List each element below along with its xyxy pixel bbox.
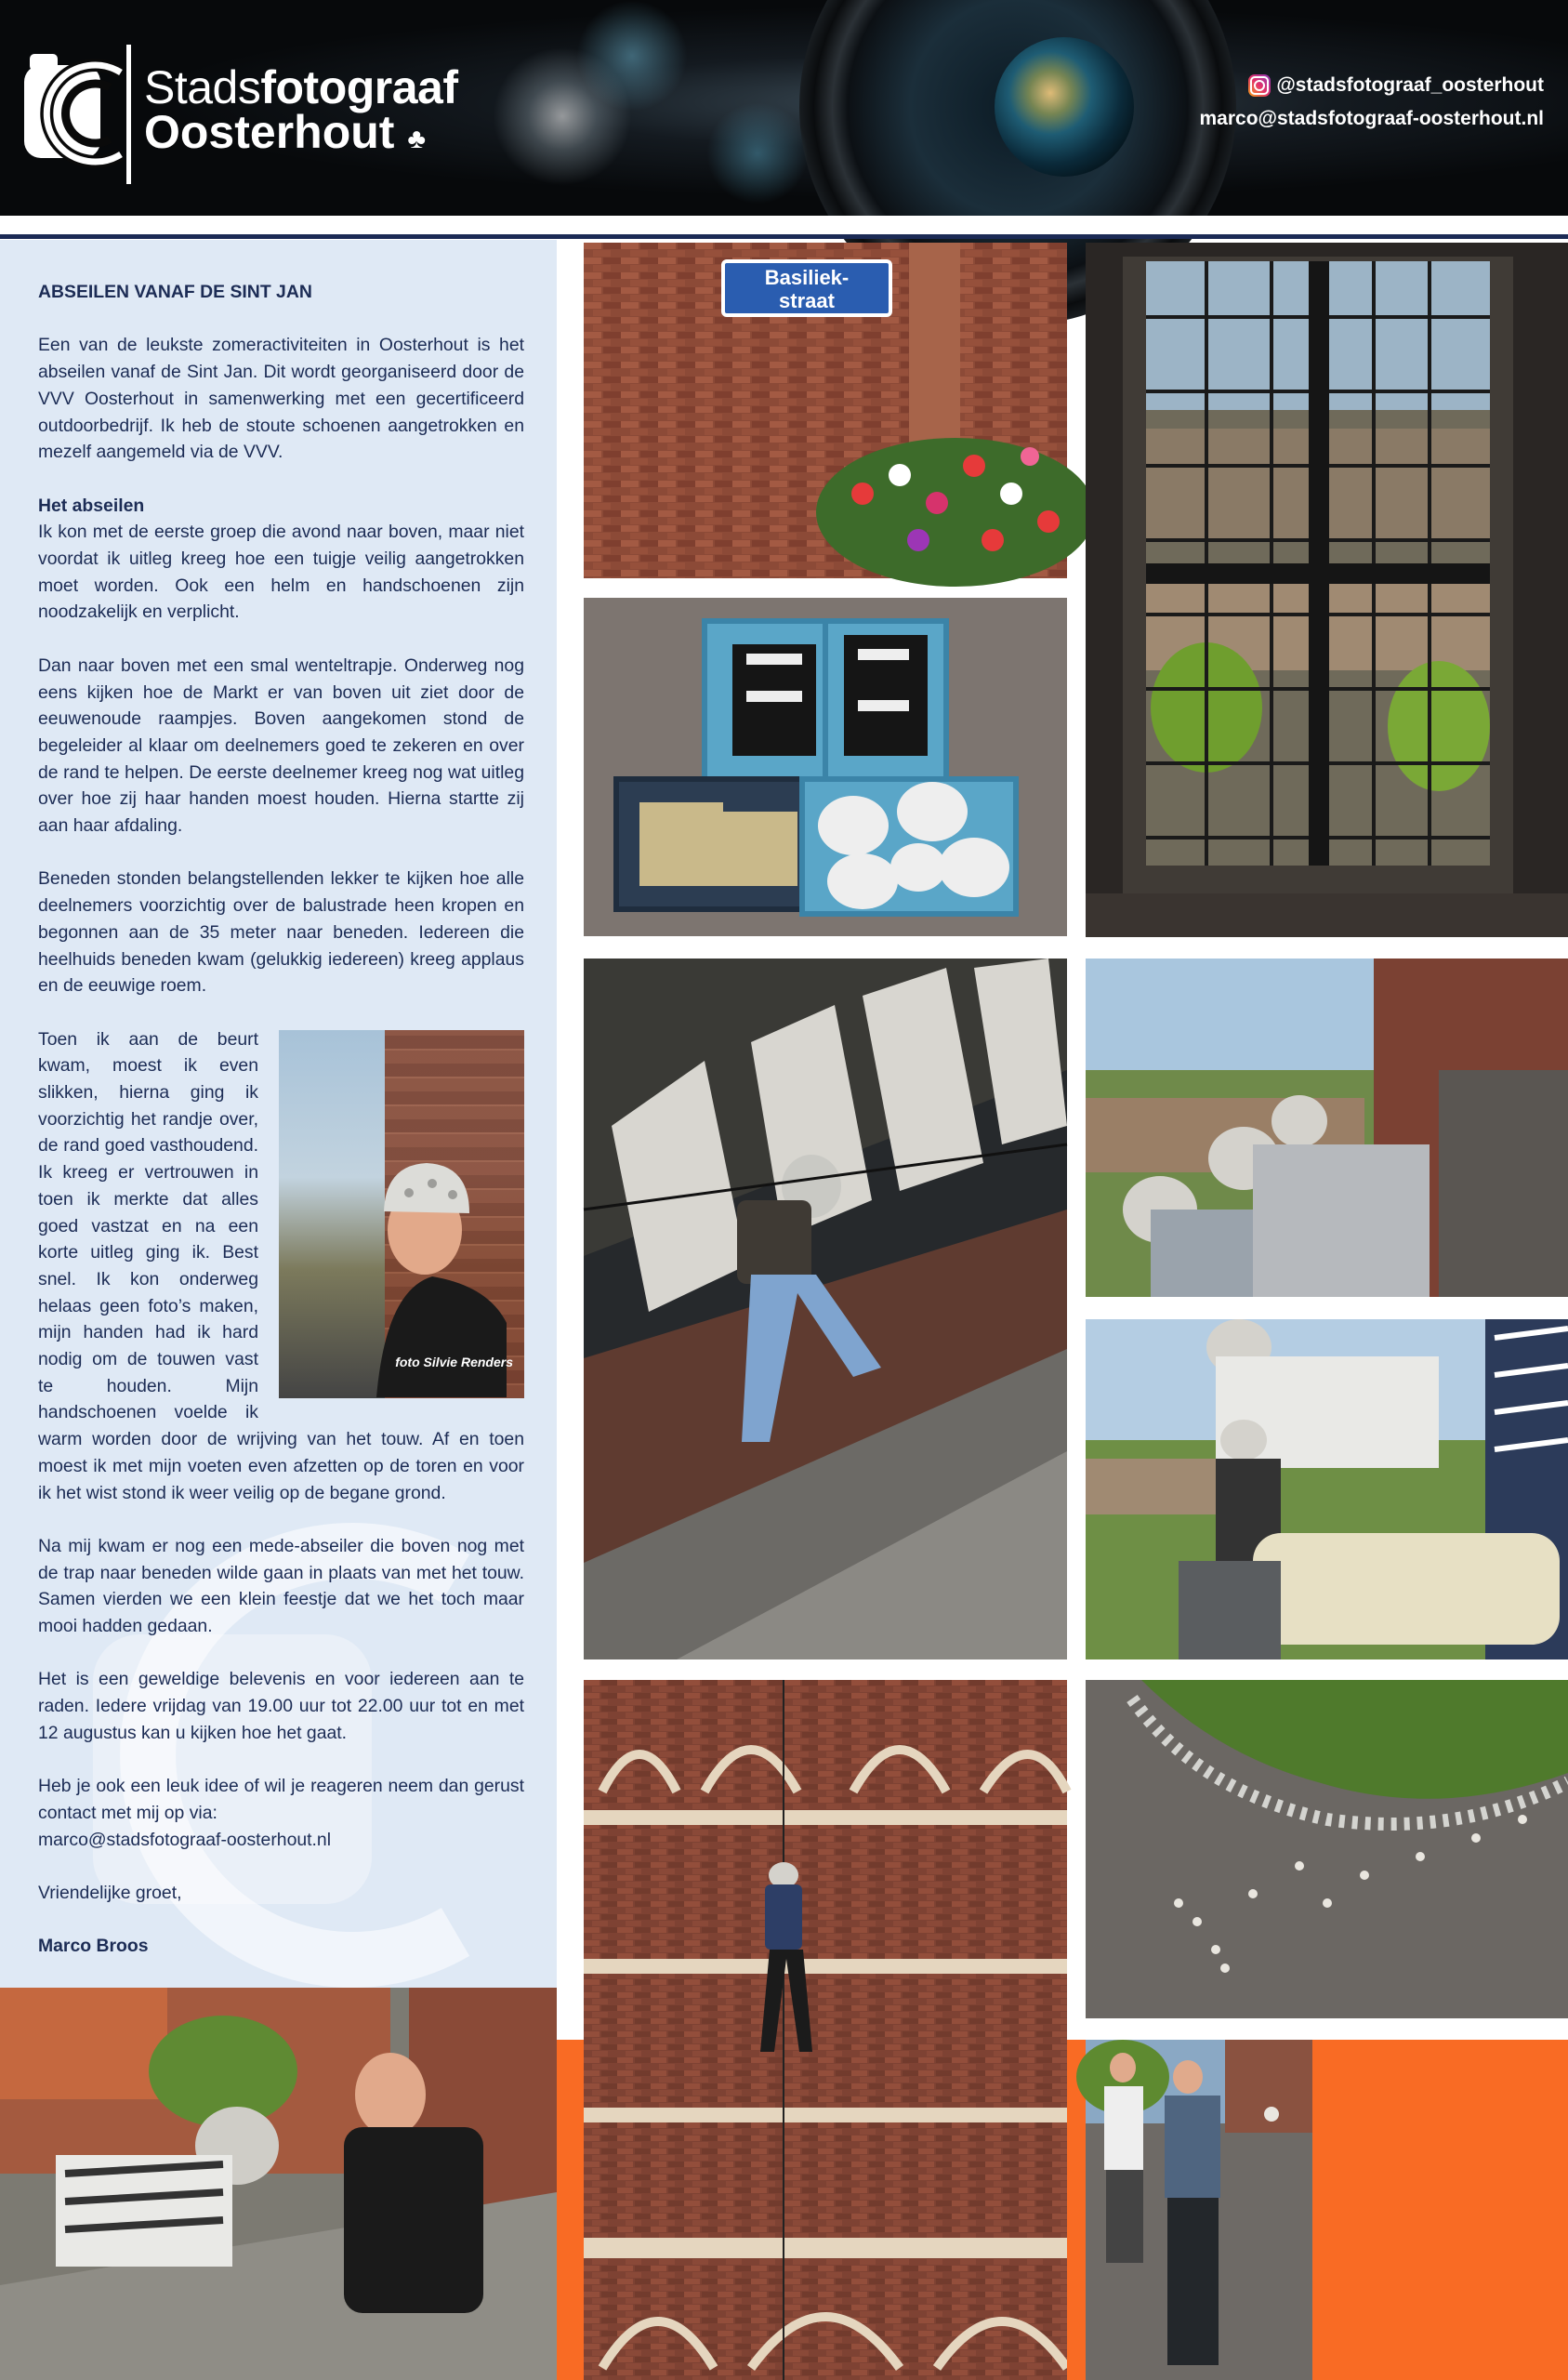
photo-street-sign: [584, 243, 1067, 578]
article: [38, 262, 524, 2040]
brand-light: Stads: [144, 61, 261, 113]
photo-window-view: [1086, 243, 1568, 937]
paragraph: Een van de leukste zomeractiviteiten in Oosterhout is het abseilen vanaf de Sint Jan. Dit wordt georganiseerd door de VVV Oosterhout in samenwerking met een gecertificeerd outdoorbedrijf. Ik heb de stoute schoenen aangetrokken en mezelf aangemeld via de VVV.: [38, 335, 524, 463]
photo-group-top: [1086, 959, 1568, 1297]
photo-edge-team: [0, 1988, 557, 2380]
accent-block: [557, 2040, 584, 2380]
photo-crowd-square: [1086, 1680, 1568, 2018]
instagram-icon: [1248, 74, 1271, 97]
photo-tower-descent: [584, 1680, 1067, 2380]
photo-abseiler-balustrade: [584, 959, 1067, 1659]
paragraph: Heb je ook een leuk idee of wil je reageren neem dan gerust contact met mij op via:: [38, 1776, 524, 1823]
brand-bold: fotograaf: [260, 61, 458, 113]
subheading: Het abseilen: [38, 495, 145, 516]
contact-block: [1199, 69, 1544, 136]
photo-preparing: [1086, 1319, 1568, 1659]
photo-participants-ground: [1086, 2040, 1312, 2380]
photo-helmets-crates: [584, 598, 1067, 936]
header-email[interactable]: marco@stadsfotograaf-oosterhout.nl: [1199, 108, 1544, 129]
contact-email-link[interactable]: marco@stadsfotograaf-oosterhout.nl: [38, 1829, 332, 1850]
instagram-handle[interactable]: @stadsfotograaf_oosterhout: [1276, 74, 1544, 96]
header-rule: [0, 234, 1568, 239]
article-title: ABSEILEN VANAF DE SINT JAN: [38, 282, 312, 302]
paragraph: Het is een geweldige belevenis en voor iedereen aan te raden. Iedere vrijdag van 19.00 uur tot 22.00 uur tot en met 12 augustus kan u kijken hoe het gaat.: [38, 1669, 524, 1743]
brand-line2: Oosterhout: [144, 106, 395, 158]
author-name: Marco Broos: [38, 1936, 149, 1957]
street-sign-line2: straat: [779, 289, 835, 312]
lens-flare: [706, 102, 809, 205]
portrait-photo: [279, 1030, 524, 1398]
camera-logo-icon: [24, 45, 136, 184]
paragraph: Toen ik aan de beurt kwam, moest ik even slikken, hierna ging ik voorzichtig het randje over, de rand goed vasthoudend. Ik kreeg er vertrouwen in toen ik merkte dat alles goed vastzat en na een korte uitleg ging ik. Best snel. Ik kon onderweg helaas geen foto’s maken, mijn handen had ik hard nodig om de touwen vast te houden. Mijn handschoenen voelde ik warm worden door de wrijving van het touw. Af en toen moest ik met mijn voeten even afzetten op de toren en voor ik het wist stond ik weer veilig op de begane grond.: [38, 1028, 524, 1503]
photo-caption: foto Silvie Renders: [395, 1354, 513, 1369]
article-panel: [0, 240, 557, 1988]
paragraph: Beneden stonden belangstellenden lekker te kijken hoe alle deelnemers voorzichtig over de balustrade heen kropen en begonnen aan de 35 meter naar beneden. Iedereen die heelhuids beneden kwam (gelukkig iedereen) kreeg applaus en de eeuwige roem.: [38, 868, 524, 997]
brand-name: [144, 61, 458, 162]
lens-flare: [576, 0, 688, 112]
paragraph: Dan naar boven met een smal wenteltrapje. Onderweg nog eens kijken hoe de Markt er van boven uit ziet door de eeuwenoude raampjes. Boven aangekomen stond de begeleider al klaar om deelnemers goed te zekeren en over de rand te helpen. De eerste deelnemer kreeg nog wat uitleg over hoe zij haar handen moest houden. Hierna startte zij aan haar afdaling.: [38, 654, 524, 837]
street-sign-line1: Basiliek-: [764, 266, 850, 289]
paragraph: Na mij kwam er nog een mede-abseiler die boven nog met de trap naar beneden wilde gaan in plaats van met het touw. Samen vierden we een klein feestje dat we het toch maar mooi hadden gedaan.: [38, 1535, 524, 1637]
paragraph: Ik kon met de eerste groep die avond naar boven, maar niet voordat ik uitleg kreeg hoe een tuigje veilig aangetrokken moet worden. Ook een helm en handschoenen zijn noodzakelijk en verplicht.: [38, 522, 524, 623]
header-banner: [0, 0, 1568, 216]
accent-block: [1312, 2040, 1568, 2380]
header-spacer: [0, 216, 1568, 234]
closing: Vriendelijke groet,: [38, 1883, 182, 1904]
lens-glass: [995, 37, 1134, 177]
crest-icon: ♣: [407, 124, 427, 154]
